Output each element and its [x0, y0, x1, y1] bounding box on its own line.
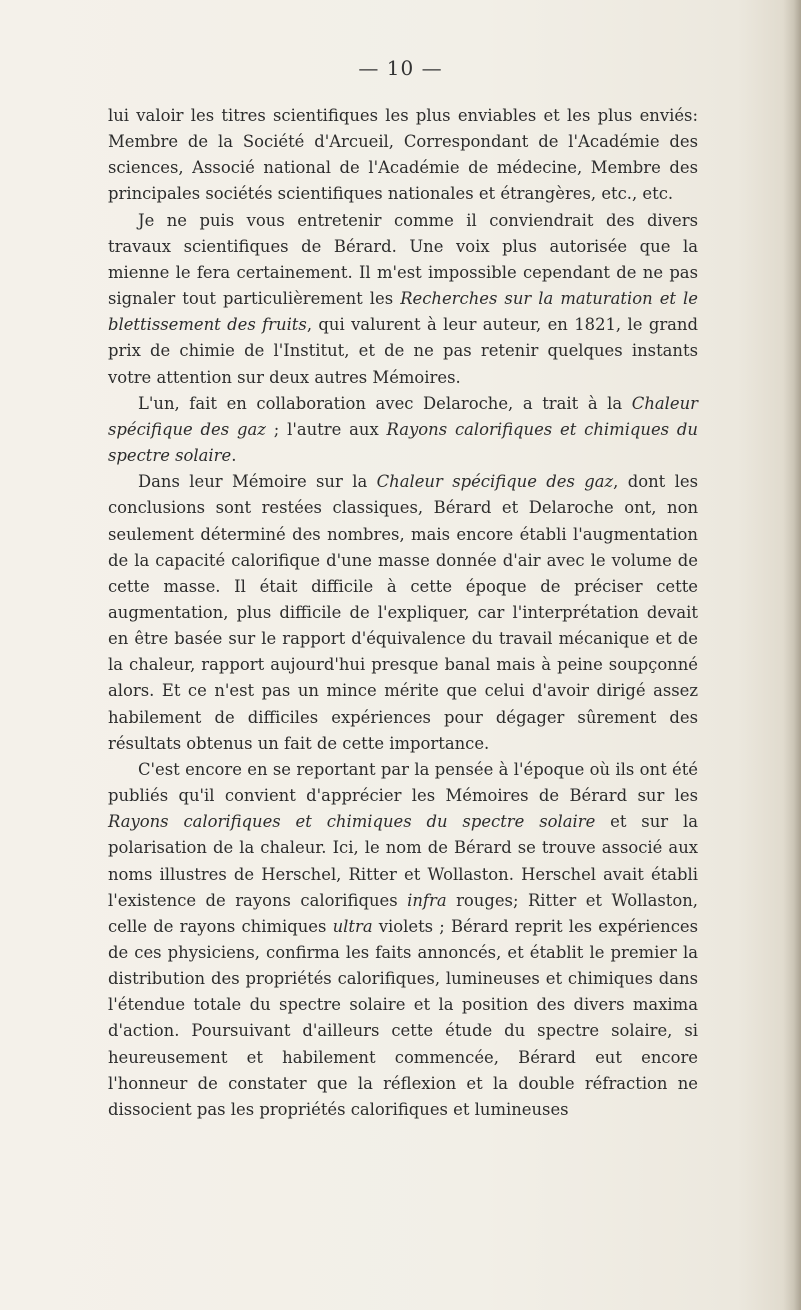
text-run: C'est encore en se reportant par la pensée à l'époque où ils ont été publiés qu'il convient d'apprécier les Mémoires de Bérard sur les [108, 759, 698, 806]
italic-title: Chaleur spécifique des gaz [376, 472, 614, 492]
paragraph [108, 469, 698, 757]
paragraph [108, 103, 698, 208]
text-run: lui valoir les titres scientifiques les plus enviables et les plus enviés: Membre de la Société d'Arcueil, Correspondant de l'Académie des sciences, Associé national de l'Académie de médecine, Membre des principales sociétés scientifiques nationales et étrangères, etc., etc. [108, 106, 698, 204]
text-run: , dont les conclusions sont restées classiques, Bérard et Delaroche ont, non seulement déterminé des nombres, mais encore établi l'augmentation de la capacité calorifique d'une masse donnée d'air avec le volume de cette masse. Il était difficile à cette époque de préciser cette augmentation, plus difficile de l'expliquer, car l'interprétation devait en être basée sur le rapport d'équivalence du travail mécanique et de la chaleur, rapport aujourd'hui presque banal mais à peine soupçonné alors. Et ce n'est pas un mince mérite que celui d'avoir dirigé assez habilement de difficiles expériences pour dégager sûrement des résultats obtenus un fait de cette importance. [108, 472, 698, 753]
italic-title: Rayons calorifiques et chimiques du spectre solaire [108, 812, 596, 832]
text-run: violets ; Bérard reprit les expériences de ces physiciens, confirma les faits annoncés, et établit le premier la distribution des propriétés calorifiques, lumineuses et chimiques dans l'étendue totale du spectre solaire et la position des divers maxima d'action. Poursuivant d'ailleurs cette étude du spectre solaire, si heureusement et habilement commencée, Bérard eut encore l'honneur de constater que la réflexion et la double réfraction ne dissocient pas les propriétés calorifiques et lumineuses [108, 916, 698, 1119]
italic-title: Recherches sur la maturation et le blettissement des fruits [108, 289, 699, 335]
paragraph [108, 391, 698, 469]
page-number: — 10 — [358, 56, 443, 80]
italic-title: Chaleur spécifique des gaz [108, 393, 698, 439]
paragraph [108, 208, 698, 391]
text-run: , qui valurent à leur auteur, en 1821, le grand prix de chimie de l'Institut, et de ne pas retenir quelques instants votre attention sur deux autres Mémoires. [108, 315, 698, 387]
italic-title: infra [407, 890, 447, 910]
text-run: Dans leur Mémoire sur la [138, 472, 377, 492]
text-run: L'un, fait en collaboration avec Delaroche, a trait à la [138, 393, 632, 413]
paragraph [108, 757, 698, 1123]
text-run: ; l'autre aux [265, 419, 387, 439]
page-edge-shadow [783, 0, 801, 1310]
text-run: rouges; Ritter et Wollaston, celle de rayons chimiques [108, 890, 698, 936]
body-text [108, 103, 698, 1123]
italic-title: ultra [332, 916, 373, 936]
text-run: et sur la polarisation de la chaleur. Ici, le nom de Bérard se trouve associé aux noms illustres de Herschel, Ritter et Wollaston. Herschel avait établi l'existence de rayons calorifiques [108, 812, 698, 910]
italic-title: Rayons calorifiques et chimiques du spectre solaire [108, 419, 698, 466]
text-run: . [231, 446, 237, 466]
text-run: Je ne puis vous entretenir comme il conviendrait des divers travaux scientifiques de Bérard. Une voix plus autorisée que la mienne le fera certainement. Il m'est impossible cependant de ne pas signaler tout particulièrement les [108, 210, 698, 309]
